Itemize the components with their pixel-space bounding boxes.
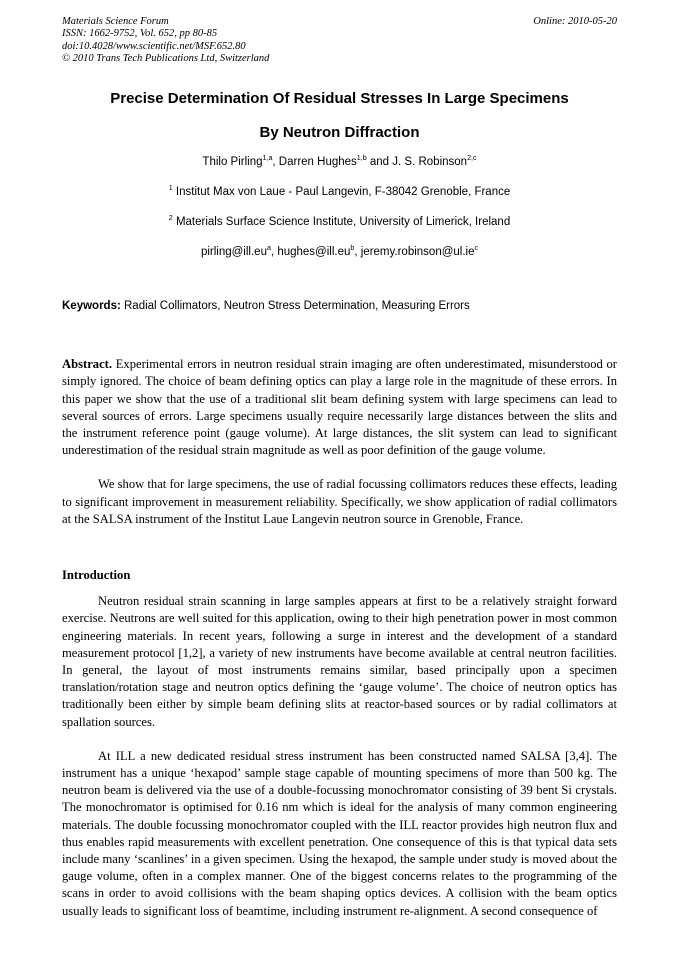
abstract-paragraph-1-text: Experimental errors in neutron residual strain imaging are often underestimated, misunderstood or simply ignored. The choice of beam defining optics can play a large role in the magnitude of these errors. In this paper we show that the use of a traditional slit beam defining system with large specimens can lead to several sources of errors. Large specimens usually require necessarily large distances between the slits and the instrument reference point (gauge volume). At large distances, the slit system can lead to significant underestimation of the residual strain magnitude as well as poor definition of the gauge volume. [62, 357, 617, 458]
email-separator-2: , [354, 246, 361, 259]
affiliation-1-text: Institut Max von Laue - Paul Langevin, F-38042 Grenoble, France [172, 186, 511, 199]
email-separator-1: , [270, 246, 278, 259]
section-heading-introduction: Introduction [62, 568, 131, 583]
affiliation-2 [62, 215, 617, 229]
abstract-paragraph-2: We show that for large specimens, the use of radial focussing collimators reduces these effects, leading to significant improvement in measurement reliability. Specifically, we show application of radial collimators at the SALSA instrument of the Institut Laue Langevin neutron source in Grenoble, France. [62, 477, 617, 526]
author-separator-1: , [272, 156, 279, 169]
author-3-affiliation-marker: 2,c [467, 154, 477, 163]
author-1-name: Thilo Pirling [202, 156, 263, 169]
author-1-affiliation-marker: 1,a [262, 154, 273, 163]
paper-title-line-1: Precise Determination Of Residual Stresses In Large Specimens [110, 90, 569, 108]
affiliation-2-text: Materials Surface Science Institute, University of Limerick, Ireland [172, 216, 511, 229]
email-1-marker: a [266, 244, 271, 253]
abstract-label: Abstract. [62, 357, 113, 372]
author-2-name: Darren Hughes [278, 156, 357, 169]
email-2: hughes@ill.eu [277, 246, 351, 259]
introduction-paragraph-2: At ILL a new dedicated residual stress instrument has been constructed named SALSA [3,4]. The instrument has a unique ‘hexapod’ sample stage capable of mounting specimens of more than 500 kg. The neutron beam is delivered via the use of a double-focussing monochromator consisting of 39 bent Si crystals. The monochromator is optimised for 0.16 nm which is ideal for the analysis of many common engineering materials. The double focussing monochromator coupled with the ILL reactor provides high neutron flux and thus enables rapid measurements with excellent penetration. One consequence of this is that typical data sets include many ‘scanlines’ in a given specimen. Using the hexapod, the sample under study is moved about the gauge volume, often in a complex manner. One of the biggest concerns relates to the programming of the scans in order to avoid collisions with the beam shaping optics devices. A collision with the beam optics usually leads to significant loss of beamtime, including instrument re-alignment. A second consequence of [62, 748, 617, 918]
authors-line [62, 155, 617, 169]
abstract-paragraph-1 [62, 356, 617, 459]
keywords-label: Keywords: [62, 300, 121, 313]
affiliation-1-marker: 1 [168, 184, 173, 193]
author-separator-2: and [366, 156, 393, 169]
publication-header [62, 16, 617, 65]
journal-name: Materials Science Forum [62, 16, 169, 27]
paper-title [62, 90, 617, 142]
email-3-marker: c [474, 244, 479, 253]
copyright-line: © 2010 Trans Tech Publications Ltd, Switzerland [62, 52, 270, 64]
keywords-line [62, 299, 617, 313]
publication-info [62, 16, 269, 65]
email-3: jeremy.robinson@ul.ie [360, 246, 475, 259]
issn-volume-pages: ISSN: 1662-9752, Vol. 652, pp 80-85 [62, 28, 218, 40]
affiliation-1 [62, 185, 617, 199]
introduction-paragraph-1: Neutron residual strain scanning in large samples appears at first to be a relatively straight forward exercise. Neutrons are well suited for this application, owing to their high penetration power in most common engineering materials. In recent years, following a surge in interest and the development of a standard measurement protocol [1,2], a variety of new instruments have become available at central neutron facilities. In general, the layout of most instruments remains similar, based principally upon a specimen translation/rotation stage and neutron optics defining the ‘gauge volume’. The choice of neutron optics has traditionally been either by simple beam defining slits at reactor-based sources or by radial collimators at spallation sources. [62, 594, 617, 729]
author-2-affiliation-marker: 1,b [356, 154, 367, 163]
email-2-marker: b [350, 244, 355, 253]
online-date: Online: 2010-05-20 [533, 16, 617, 27]
affiliation-2-marker: 2 [168, 214, 173, 223]
emails-line [62, 245, 617, 259]
paper-title-line-2: By Neutron Diffraction [259, 124, 420, 142]
keywords-text: Radial Collimators, Neutron Stress Determination, Measuring Errors [120, 300, 470, 313]
doi-line: doi:10.4028/www.scientific.net/MSF.652.80 [62, 40, 246, 52]
email-1: pirling@ill.eu [200, 246, 267, 259]
author-3-name: J. S. Robinson [392, 156, 468, 169]
